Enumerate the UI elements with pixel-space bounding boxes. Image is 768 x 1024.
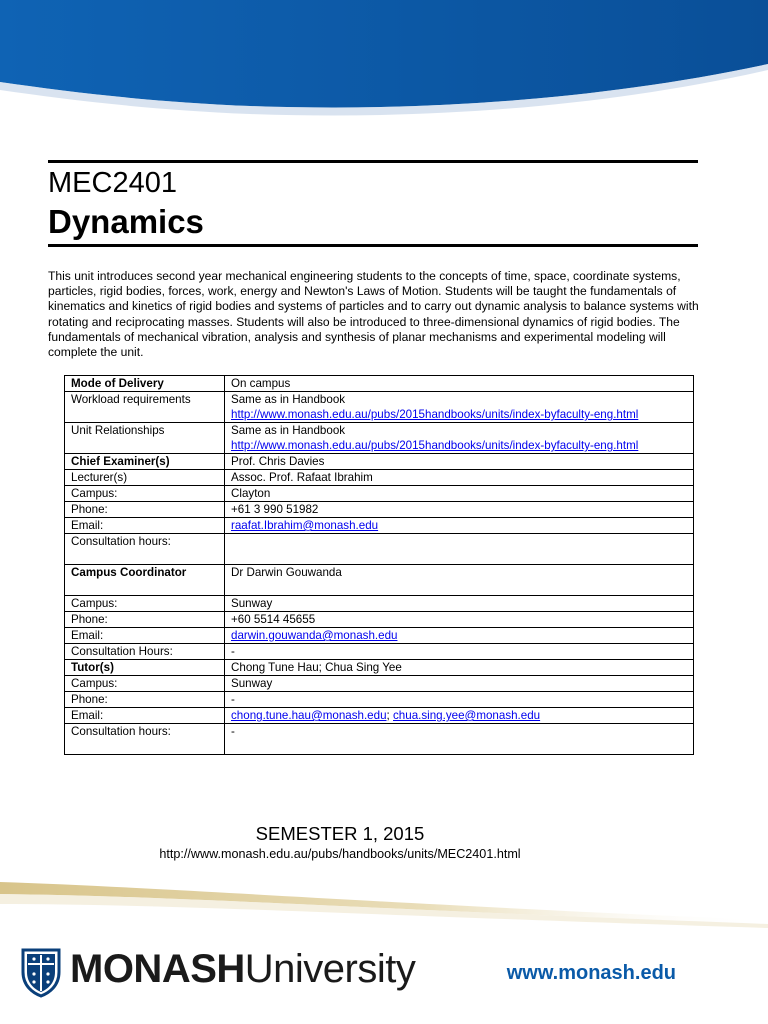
handbook-url: http://www.monash.edu.au/pubs/handbooks/units/MEC2401.html [159,847,521,861]
lecturer-email-link[interactable]: raafat.Ibrahim@monash.edu [231,519,379,532]
coordinator-value: Dr Darwin Gouwanda [225,565,694,596]
relationships-link[interactable]: http://www.monash.edu.au/pubs/2015handbooks/units/index-byfaculty-eng.html [231,439,639,452]
table-row [65,423,694,454]
table-row [65,376,694,392]
workload-value: Same as in Handbook [231,393,346,406]
table-row [65,644,694,660]
table-row [65,724,694,755]
chief-examiner-value: Prof. Chris Davies [225,454,694,470]
table-row [65,518,694,534]
mode-label: Mode of Delivery [65,376,225,392]
email-label: Email: [65,518,225,534]
coordinator-email-label: Email: [65,628,225,644]
gold-swoosh [0,870,768,930]
website-link[interactable]: www.monash.edu [506,962,676,984]
tutor-consultation-label: Consultation hours: [65,724,225,755]
table-row [65,470,694,486]
monash-wordmark [70,945,415,993]
tutor-phone-value: - [225,692,694,708]
tutor-email-link-2[interactable]: chua.sing.yee@monash.edu [393,709,541,722]
table-row [65,392,694,423]
table-row [65,486,694,502]
relationships-cell [225,423,694,454]
email-cell [225,518,694,534]
workload-link[interactable]: http://www.monash.edu.au/pubs/2015handbooks/units/index-byfaculty-eng.html [231,408,639,421]
unit-description: This unit introduces second year mechanical engineering students to the concepts of time, space, coordinate systems, particles, rigid bodies, forces, work, energy and Newton's Laws of Motion. Students will be taught the fundamentals of kinematics and kinetics of rigid bodies and systems of particles and to carry out dynamic analysis to balance systems with rotating and reciprocating masses. Students will also be introduced to three-dimensional dynamics of rigid bodies. The fundamentals of mechanical vibration, analysis and synthesis of planar mechanisms and experimental modeling will complete the unit. [48,269,699,360]
unit-code: MEC2401 [48,167,177,199]
title-rule-bottom [48,244,698,247]
phone-label: Phone: [65,502,225,518]
lecturer-label: Lecturer(s) [65,470,225,486]
semester-heading: SEMESTER 1, 2015 [255,823,425,844]
table-row [65,502,694,518]
tutor-value: Chong Tune Hau; Chua Sing Yee [225,660,694,676]
tutor-campus-value: Sunway [225,676,694,692]
table-row [65,692,694,708]
campus-label: Campus: [65,486,225,502]
relationships-label: Unit Relationships [65,423,225,454]
coordinator-label: Campus Coordinator [65,565,225,596]
banner-wave-graphic [0,0,768,120]
coordinator-consultation-label: Consultation Hours: [65,644,225,660]
phone-value: +61 3 990 51982 [225,502,694,518]
coordinator-email-cell [225,628,694,644]
unit-info-table [64,375,694,755]
tutor-email-link-1[interactable]: chong.tune.hau@monash.edu [231,709,387,722]
workload-cell [225,392,694,423]
title-rule-top [48,160,698,163]
consultation-label: Consultation hours: [65,534,225,565]
email-separator: ; [386,709,390,722]
table-row [65,676,694,692]
table-row [65,628,694,644]
table-row [65,612,694,628]
tutor-campus-label: Campus: [65,676,225,692]
table-row [65,708,694,724]
coordinator-phone-value: +60 5514 45655 [225,612,694,628]
tutor-phone-label: Phone: [65,692,225,708]
table-row [65,454,694,470]
table-row [65,660,694,676]
logo-name: MONASH [70,947,245,991]
relationships-value: Same as in Handbook [231,424,346,437]
tutor-email-label: Email: [65,708,225,724]
coordinator-campus-label: Campus: [65,596,225,612]
coordinator-consultation-value: - [225,644,694,660]
swoosh-graphic [0,870,768,930]
table-row [65,596,694,612]
mode-value: On campus [225,376,694,392]
tutor-label: Tutor(s) [65,660,225,676]
logo-suffix: University [244,947,416,991]
workload-label: Workload requirements [65,392,225,423]
coordinator-phone-label: Phone: [65,612,225,628]
campus-value: Clayton [225,486,694,502]
table-row [65,534,694,565]
coordinator-email-link[interactable]: darwin.gouwanda@monash.edu [231,629,398,642]
unit-name: Dynamics [48,203,204,240]
lecturer-value: Assoc. Prof. Rafaat Ibrahim [225,470,694,486]
monash-crest-icon [19,946,63,998]
tutor-consultation-value: - [225,724,694,755]
consultation-value [225,534,694,565]
tutor-email-cell [225,708,694,724]
chief-examiner-label: Chief Examiner(s) [65,454,225,470]
table-row [65,565,694,596]
coordinator-campus-value: Sunway [225,596,694,612]
top-banner [0,0,768,120]
